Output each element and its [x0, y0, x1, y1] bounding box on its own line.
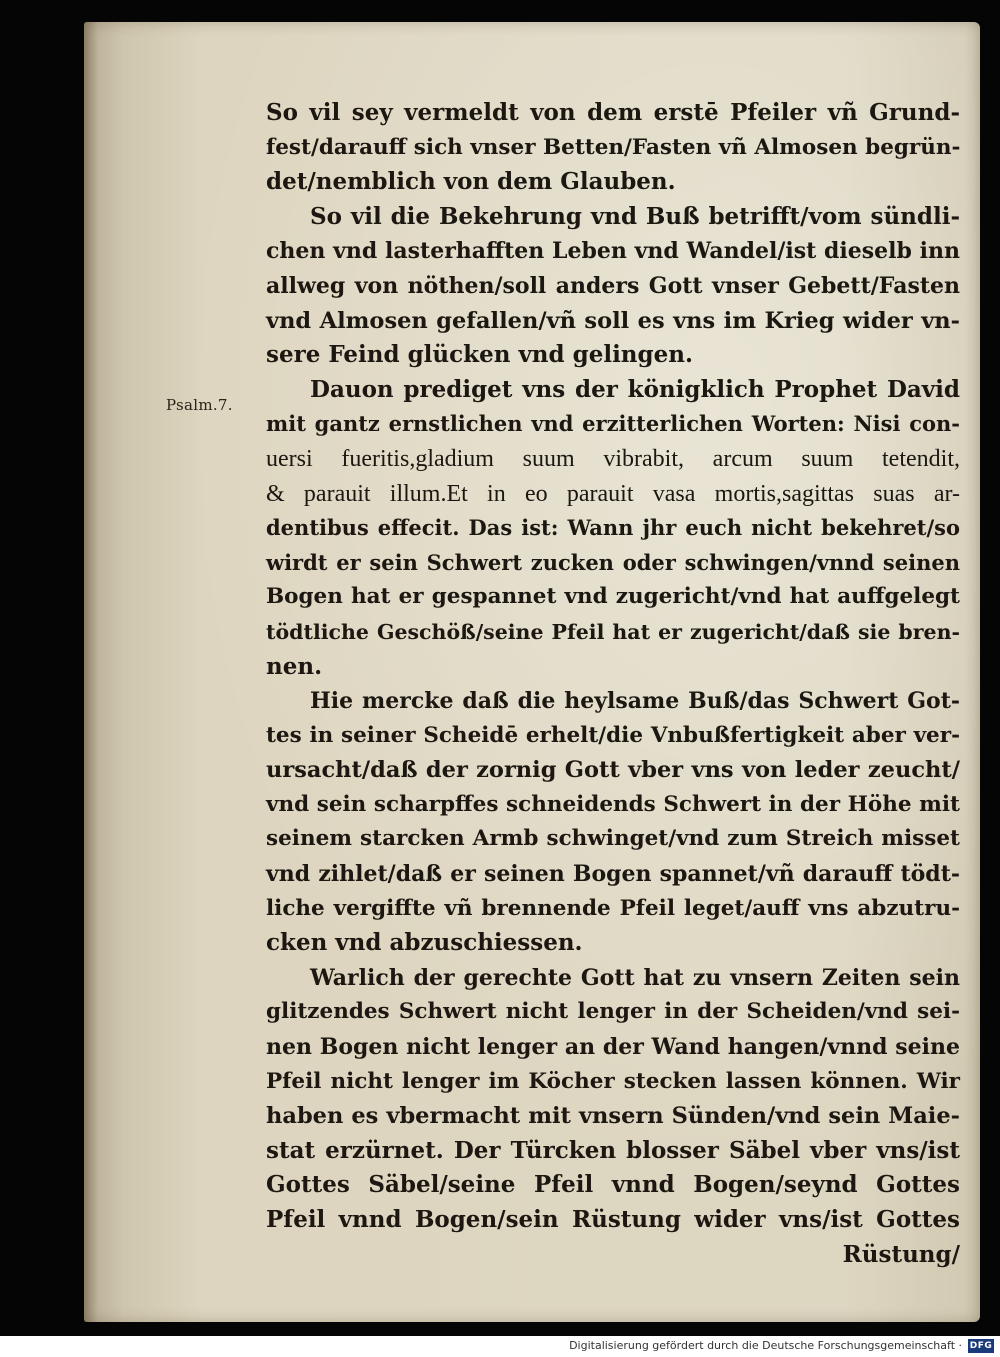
- text-line: Dauon prediget vns der königklich Prophet David: [310, 375, 960, 403]
- text-line: Pfeil vnnd Bogen/sein Rüstung wider vns/ist Gottes: [266, 1206, 960, 1233]
- text-line: haben es vbermacht mit vnsern Sünden/vnd sein Maie-: [266, 1103, 960, 1130]
- text-line: vnd zihlet/daß er seinen Bogen spannet/vñ darauff tödt-: [266, 861, 960, 888]
- text-line: seinem starcken Armb schwinget/vnd zum Streich misset: [266, 826, 960, 852]
- text-line: nen Bogen nicht lenger an der Wand hangen/vnnd seine: [266, 1034, 960, 1061]
- text-line: wirdt er sein Schwert zucken oder schwingen/vnnd seinen: [266, 549, 960, 575]
- text-line: glitzendes Schwert nicht lenger in der Scheiden/vnd sei-: [266, 999, 960, 1025]
- catchword: Rüstung/: [842, 1240, 960, 1268]
- text-line: fest/darauff sich vnser Betten/Fasten vñ Almosen begrün-: [266, 134, 961, 160]
- text-line: chen vnd lasterhafften Leben vnd Wandel/ist dieselb inn: [266, 238, 960, 265]
- text-line: Gottes Säbel/seine Pfeil vnnd Bogen/seynd Gottes: [266, 1171, 960, 1199]
- text-line: So vil die Bekehrung vnd Buß betrifft/vom sündli-: [310, 202, 960, 230]
- text-line-latin: & parauit illum.Et in eo parauit vasa mortis,sagittas suas ar-: [266, 480, 960, 507]
- text-line: vnd sein scharpffes schneidends Schwert in der Höhe mit: [266, 791, 960, 817]
- text-line: So vil sey vermeldt von dem erstē Pfeiler vñ Grund-: [266, 99, 960, 126]
- text-line: cken vnd abzuschiessen.: [266, 929, 583, 957]
- text-line: ursacht/daß der zornig Gott vber vns von leder zeucht/: [266, 757, 960, 784]
- digitization-footer: [0, 1336, 1000, 1357]
- text-line: vnd Almosen gefallen/vñ soll es vns im Krieg wider vn-: [266, 307, 960, 334]
- margin-note-psalm: Psalm.7.: [166, 396, 233, 414]
- text-line: stat erzürnet. Der Türcken blosser Säbel vber vns/ist: [266, 1136, 960, 1164]
- dfg-logo: DFG: [969, 1341, 993, 1351]
- text-line: dentibus effecit. Das ist: Wann jhr euch nicht bekehret/so: [266, 515, 960, 541]
- text-line: sere Feind glücken vnd gelingen.: [266, 341, 693, 369]
- text-line: Pfeil nicht lenger im Köcher stecken lassen können. Wir: [266, 1068, 960, 1094]
- text-line: mit gantz ernstlichen vnd erzitterlichen Worten: Nisi con-: [266, 411, 960, 437]
- funding-credit: Digitalisierung gefördert durch die Deutsche Forschungsgemeinschaft ·: [569, 1339, 962, 1352]
- text-line: Hie mercke daß die heylsame Buß/das Schwert Got-: [310, 688, 960, 715]
- text-line-latin: uersi fueritis,gladium suum vibrabit, arcum suum tetendit,: [266, 445, 960, 472]
- text-line: allweg von nöthen/soll anders Gott vnser Gebett/Fasten: [266, 272, 960, 299]
- text-line: Warlich der gerechte Gott hat zu vnsern Zeiten sein: [310, 964, 960, 991]
- body-text: [266, 96, 960, 1272]
- text-line: tödtliche Geschöß/seine Pfeil hat er zugericht/daß sie bren-: [266, 619, 960, 644]
- text-line: nen.: [266, 652, 323, 680]
- page-gutter-shadow: [84, 22, 98, 1322]
- text-line: Bogen hat er gespannet vnd zugericht/vnd hat auffgelegt: [266, 584, 960, 610]
- text-line: det/nemblich von dem Glauben.: [266, 168, 676, 196]
- text-line: liche vergiffte vñ brennende Pfeil leget/auff vns abzutru-: [266, 895, 960, 921]
- text-line: tes in seiner Scheidē erhelt/die Vnbußfertigkeit aber ver-: [266, 722, 960, 748]
